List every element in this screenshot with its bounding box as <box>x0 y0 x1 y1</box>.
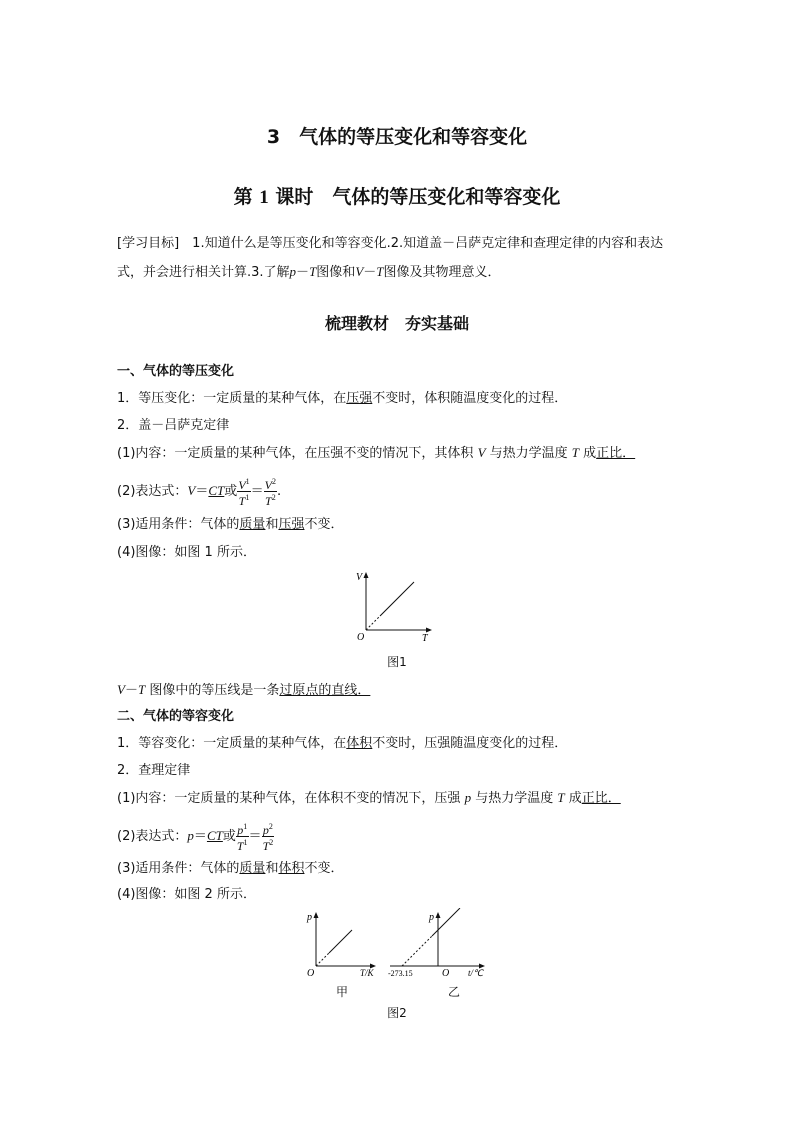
part1-graph-text: (4)图像：如图 1 所示． <box>117 545 256 560</box>
part2-content: (1)内容：一定质量的某种气体，在体积不变的情况下，压强 p 与热力学温度 T 成正比． <box>117 790 621 806</box>
fig2b-origin: O <box>442 968 450 978</box>
figure-2a-label: 甲 <box>335 985 348 999</box>
part1-expression: (2)表达式：V＝CT或 $\frac{V^1}{T^1}$ ＝ $\frac{V^2}{T^2}$ . <box>117 477 282 508</box>
fraction-p1-t1: $\frac{p^1}{T^1}$ <box>236 822 248 853</box>
fraction-v2-t2: $\frac{V^2}{T^2}$ <box>264 477 277 508</box>
fraction-v1-t1: $\frac{V^1}{T^1}$ <box>238 477 250 508</box>
figure-1-vt-graph <box>350 568 440 643</box>
fig2b-x-label: t/℃ <box>468 968 484 978</box>
fraction-p2-t2: $\frac{p^2}{T^2}$ <box>262 822 274 853</box>
learning-goals: [学习目标] 1.知道什么是等压变化和等容变化.2.知道盖－吕萨克定律和查理定律的内容和表达式，并会进行相关计算.3.了解p－T图像和V－T图像及其物理意义． <box>117 236 664 280</box>
part1-conditions: (3)适用条件：气体的质量和压强不变． <box>117 517 344 532</box>
fig1-x-label: T <box>422 633 428 643</box>
part2-item1: 1．等容变化：一定质量的某种气体，在体积不变时，压强随温度变化的过程． <box>117 736 568 751</box>
fig2a-y-label: p <box>307 912 312 923</box>
part2-expression: (2)表达式：p＝CT或 $\frac{p^1}{T^1}$ ＝ $\frac{p^2}{T^2}$ <box>117 822 274 853</box>
fig1-origin: O <box>357 632 365 643</box>
fig1-y-label: V <box>356 572 363 583</box>
part2-conditions: (3)适用条件：气体的质量和体积不变． <box>117 861 344 876</box>
section-title: 梳理教材 夯实基础 <box>324 314 469 333</box>
figure-1-caption: 图1 <box>387 655 407 669</box>
figure-2b-label: 乙 <box>447 985 460 999</box>
part1-heading: 一、气体的等压变化 <box>117 364 235 379</box>
goal-label: [学习目标] <box>117 236 180 251</box>
part1-content: (1)内容：一定质量的某种气体，在压强不变的情况下，其体积 V 与热力学温度 T 成正比． <box>117 445 636 461</box>
fig2a-x-label: T/K <box>360 968 374 978</box>
figure-2a-pt-graph <box>300 908 385 978</box>
lesson-title: 第 1 课时 气体的等压变化和等容变化 <box>233 186 561 208</box>
part1-item2: 2．盖－吕萨克定律 <box>117 418 230 433</box>
fig2b-intercept: -273.15 <box>388 969 413 978</box>
chapter-title: 3 气体的等压变化和等容变化 <box>266 126 528 148</box>
figure-2b-pt-graph <box>386 908 494 978</box>
part2-graph-text: (4)图像：如图 2 所示． <box>117 887 256 902</box>
part2-item2: 2．查理定律 <box>117 763 191 778</box>
fig2a-origin: O <box>307 968 315 978</box>
part1-note: V－T 图像中的等压线是一条过原点的直线． <box>117 682 371 698</box>
part1-item1: 1．等压变化：一定质量的某种气体，在压强不变时，体积随温度变化的过程． <box>117 391 568 406</box>
fig2b-y-label: p <box>429 912 434 923</box>
figure-2-caption: 图2 <box>387 1006 407 1020</box>
part2-heading: 二、气体的等容变化 <box>117 709 235 724</box>
